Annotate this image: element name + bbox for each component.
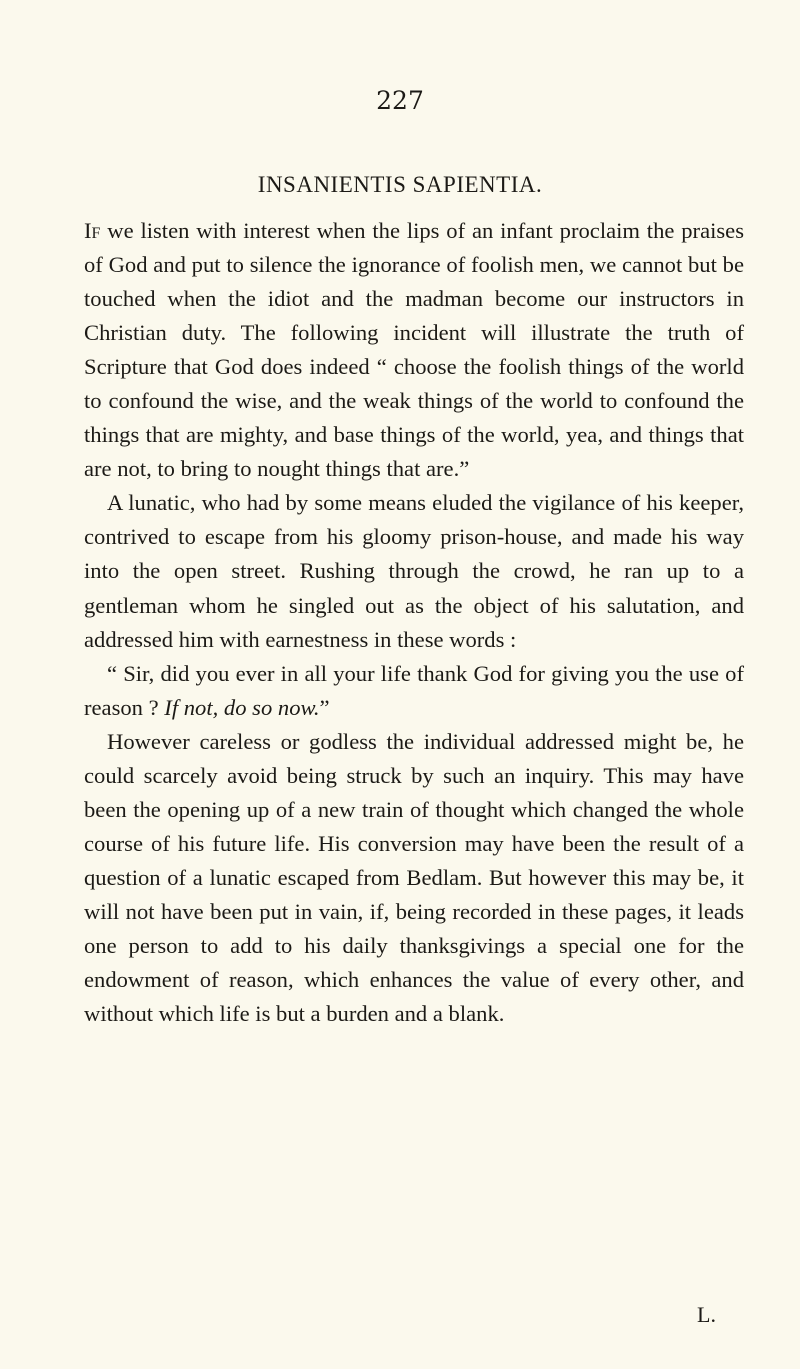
body-text bbox=[84, 214, 744, 1031]
paragraph-3-text: “ Sir, did you ever in all your life thank God for giving you the use of reason ? bbox=[84, 660, 744, 720]
paragraph-1 bbox=[84, 214, 744, 486]
paragraph-4-text: However careless or godless the individual addressed might be, he could scarcely avoid being struck by such an inquiry. This may have been the opening up of a new train of thought which changed the whole course of his future life. His conversion may have been the result of a question of a lunatic escaped from Bedlam. But however this may be, it will not have been put in vain, if, being recorded in these pages, it leads one person to add to his daily thanksgivings a special one for the endowment of reason, which enhances the value of every other, and without which life is but a burden and a blank. bbox=[84, 728, 744, 1027]
paragraph-2 bbox=[84, 486, 744, 656]
chapter-title: INSANIENTIS SAPIENTIA. bbox=[257, 172, 543, 197]
paragraph-4 bbox=[84, 725, 744, 1031]
paragraph-3-closing-quote: ” bbox=[319, 694, 330, 720]
paragraph-1-text: we listen with interest when the lips of an infant proclaim the praises of God and put to silence the ignorance of foolish men, we cannot but be touched when the idiot and the madman become our instructors in Christian duty. The following incident will illustrate the truth of Scripture that God does indeed “ choose the foolish things of the world to confound the wise, and the weak things of the world to confound the things that are mighty, and base things of the world, yea, and things that are not, to bring to nought things that are.” bbox=[84, 218, 744, 482]
author-signature: L. bbox=[697, 1302, 716, 1327]
paragraph-3 bbox=[84, 657, 744, 725]
opening-word: If bbox=[84, 218, 101, 243]
paragraph-3-emphasis: If not, do so now. bbox=[164, 694, 320, 720]
page-number: 227 bbox=[376, 86, 424, 115]
paragraph-2-text: A lunatic, who had by some means eluded the vigilance of his keeper, contrived to escape from his gloomy prison-house, and made his way into the open street. Rushing through the crowd, he ran up to a gentleman whom he singled out as the object of his salutation, and addressed him with earnestness in these words : bbox=[84, 490, 744, 652]
